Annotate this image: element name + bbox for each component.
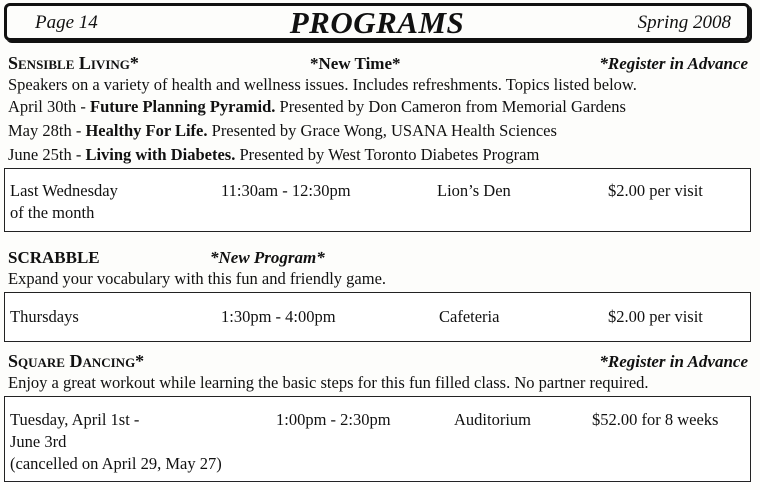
topic-detail: Presented by Grace Wong, USANA Health Sciences (207, 121, 557, 140)
schedule-location: Auditorium (454, 410, 531, 429)
section-title: Sensible Living* (8, 53, 139, 73)
register-note: *Register in Advance (599, 352, 748, 371)
schedule-cost: $2.00 per visit (608, 307, 703, 326)
topic-item (8, 145, 539, 165)
schedule-box (4, 396, 751, 482)
schedule-cost: $2.00 per visit (608, 181, 703, 200)
new-time-tag: *New Time* (310, 54, 401, 73)
schedule-time: 11:30am - 12:30pm (221, 181, 351, 200)
section-description: Enjoy a great workout while learning the basic steps for this fun filled class. No partner required. (8, 373, 649, 392)
section-title: Square Dancing* (8, 351, 145, 371)
topic-title: Future Planning Pyramid. (90, 97, 276, 116)
new-program-tag: *New Program* (210, 248, 325, 267)
schedule-box (4, 168, 751, 232)
topic-date: April 30th - (8, 97, 91, 116)
page-number: Page 14 (35, 12, 98, 33)
schedule-time: 1:00pm - 2:30pm (276, 410, 391, 429)
section-title: SCRABBLE (8, 248, 100, 267)
page-title: PROGRAMS (289, 5, 465, 40)
schedule-location: Cafeteria (439, 307, 500, 326)
page-header (4, 3, 750, 41)
section-description: Expand your vocabulary with this fun and friendly game. (8, 269, 387, 288)
schedule-location: Lion’s Den (437, 181, 511, 200)
schedule-cost: $52.00 for 8 weeks (592, 410, 719, 429)
section-description: Speakers on a variety of health and wellness issues. Includes refreshments. Topics listed below. (8, 75, 637, 94)
season-label: Spring 2008 (637, 12, 731, 33)
schedule-time: 1:30pm - 4:00pm (221, 307, 336, 326)
schedule-day: Last Wednesday of the month (10, 181, 118, 222)
topic-detail: Presented by Don Cameron from Memorial Gardens (275, 97, 626, 116)
schedule-day: Tuesday, April 1st - June 3rd (cancelled on April 29, May 27) (10, 410, 222, 473)
schedule-day: Thursdays (10, 307, 79, 326)
register-note: *Register in Advance (599, 54, 748, 73)
topic-item (8, 97, 626, 117)
topic-title: Healthy For Life. (85, 121, 208, 140)
topic-date: May 28th - (8, 121, 86, 140)
topic-detail: Presented by West Toronto Diabetes Program (235, 145, 540, 164)
topic-title: Living with Diabetes. (85, 145, 236, 164)
topic-date: June 25th - (8, 145, 86, 164)
topic-item (8, 121, 557, 141)
schedule-box (4, 292, 751, 342)
